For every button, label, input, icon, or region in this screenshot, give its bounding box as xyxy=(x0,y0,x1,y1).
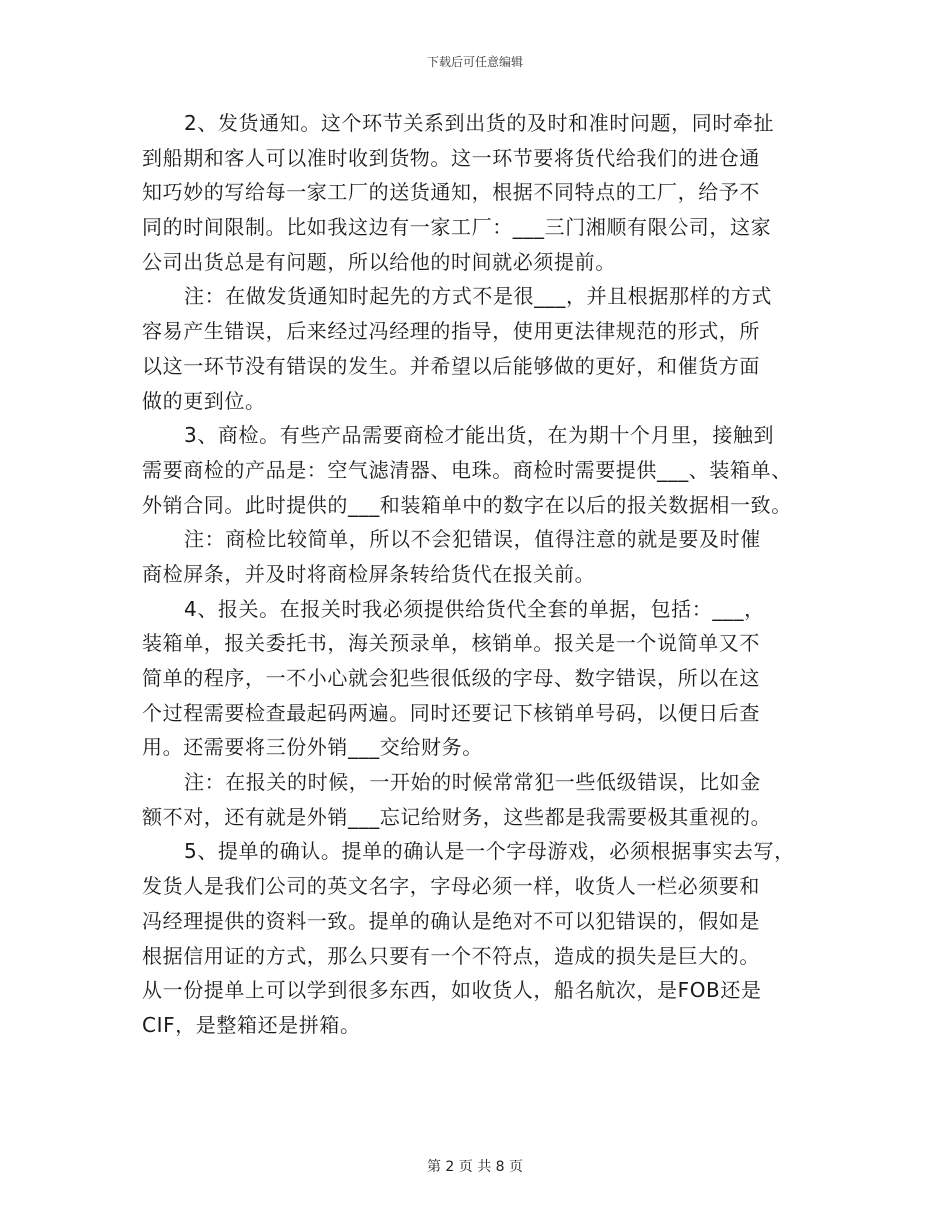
text-line: 2、发货通知。这个环节关系到出货的及时和准时问题，同时牵扯 xyxy=(184,111,775,135)
text-line: 到船期和客人可以准时收到货物。这一环节要将货代给我们的进仓通 xyxy=(142,145,760,170)
text-line: 注：在报关的时候，一开始的时候常常犯一些低级错误，比如金 xyxy=(184,770,761,795)
text-line: 公司出货总是有问题，所以给他的时间就必须提前。 xyxy=(142,249,616,274)
text-line: 4、报关。在报关时我必须提供给货代全套的单据，包括：___， xyxy=(184,596,765,621)
text-line: 冯经理提供的资料一致。提单的确认是绝对不可以犯错误的，假如是 xyxy=(142,908,760,933)
text-line: 简单的程序，一不小心就会犯些很低级的字母、数字错误，所以在这 xyxy=(142,666,760,690)
text-line: 注：在做发货通知时起先的方式不是很___，并且根据那样的方式 xyxy=(184,284,772,309)
document-body xyxy=(142,106,822,1043)
text-line: 做的更到位。 xyxy=(142,388,266,413)
text-line: 个过程需要检查最起码两遍。同时还要记下核销单号码，以便日后查 xyxy=(142,700,760,725)
text-line: 外销合同。此时提供的___和装箱单中的数字在以后的报关数据相一致。 xyxy=(142,492,792,517)
text-line: 用。还需要将三份外销___交给财务。 xyxy=(142,735,483,760)
text-line: CIF，是整箱还是拼箱。 xyxy=(142,1012,361,1037)
text-line: 需要商检的产品是：空气滤清器、电珠。商检时需要提供___、装箱单、 xyxy=(142,457,792,482)
text-line: 3、商检。有些产品需要商检才能出货，在为期十个月里，接触到 xyxy=(184,423,775,448)
text-line: 5、提单的确认。提单的确认是一个字母游戏，必须根据事实去写， xyxy=(184,839,795,864)
text-line: 商检屏条，并及时将商检屏条转给货代在报关前。 xyxy=(142,561,596,586)
text-line: 知巧妙的写给每一家工厂的送货通知，根据不同特点的工厂，给予不 xyxy=(142,180,760,205)
text-line: 从一份提单上可以学到很多东西，如收货人，船名航次，是FOB还是 xyxy=(142,978,762,1003)
text-line: 额不对，还有就是外销___忘记给财务，这些都是我需要极其重视的。 xyxy=(142,804,772,829)
text-line: 容易产生错误，后来经过冯经理的指导，使用更法律规范的形式，所 xyxy=(142,319,760,344)
text-line: 装箱单，报关委托书，海关预录单，核销单。报关是一个说简单又不 xyxy=(142,631,760,656)
page-header: 下载后可任意编辑 xyxy=(426,55,523,69)
text-line: 同的时间限制。比如我这边有一家工厂：___三门湘顺有限公司，这家 xyxy=(142,215,772,240)
page-number: 第 2 页 共 8 页 xyxy=(426,1159,524,1175)
text-line: 注：商检比较简单，所以不会犯错误，值得注意的就是要及时催 xyxy=(184,527,761,552)
text-line: 以这一环节没有错误的发生。并希望以后能够做的更好，和催货方面 xyxy=(142,353,760,378)
text-line: 发货人是我们公司的英文名字，字母必须一样，收货人一栏必须要和 xyxy=(142,874,760,899)
text-line: 根据信用证的方式，那么只要有一个不符点，造成的损失是巨大的。 xyxy=(142,943,760,968)
